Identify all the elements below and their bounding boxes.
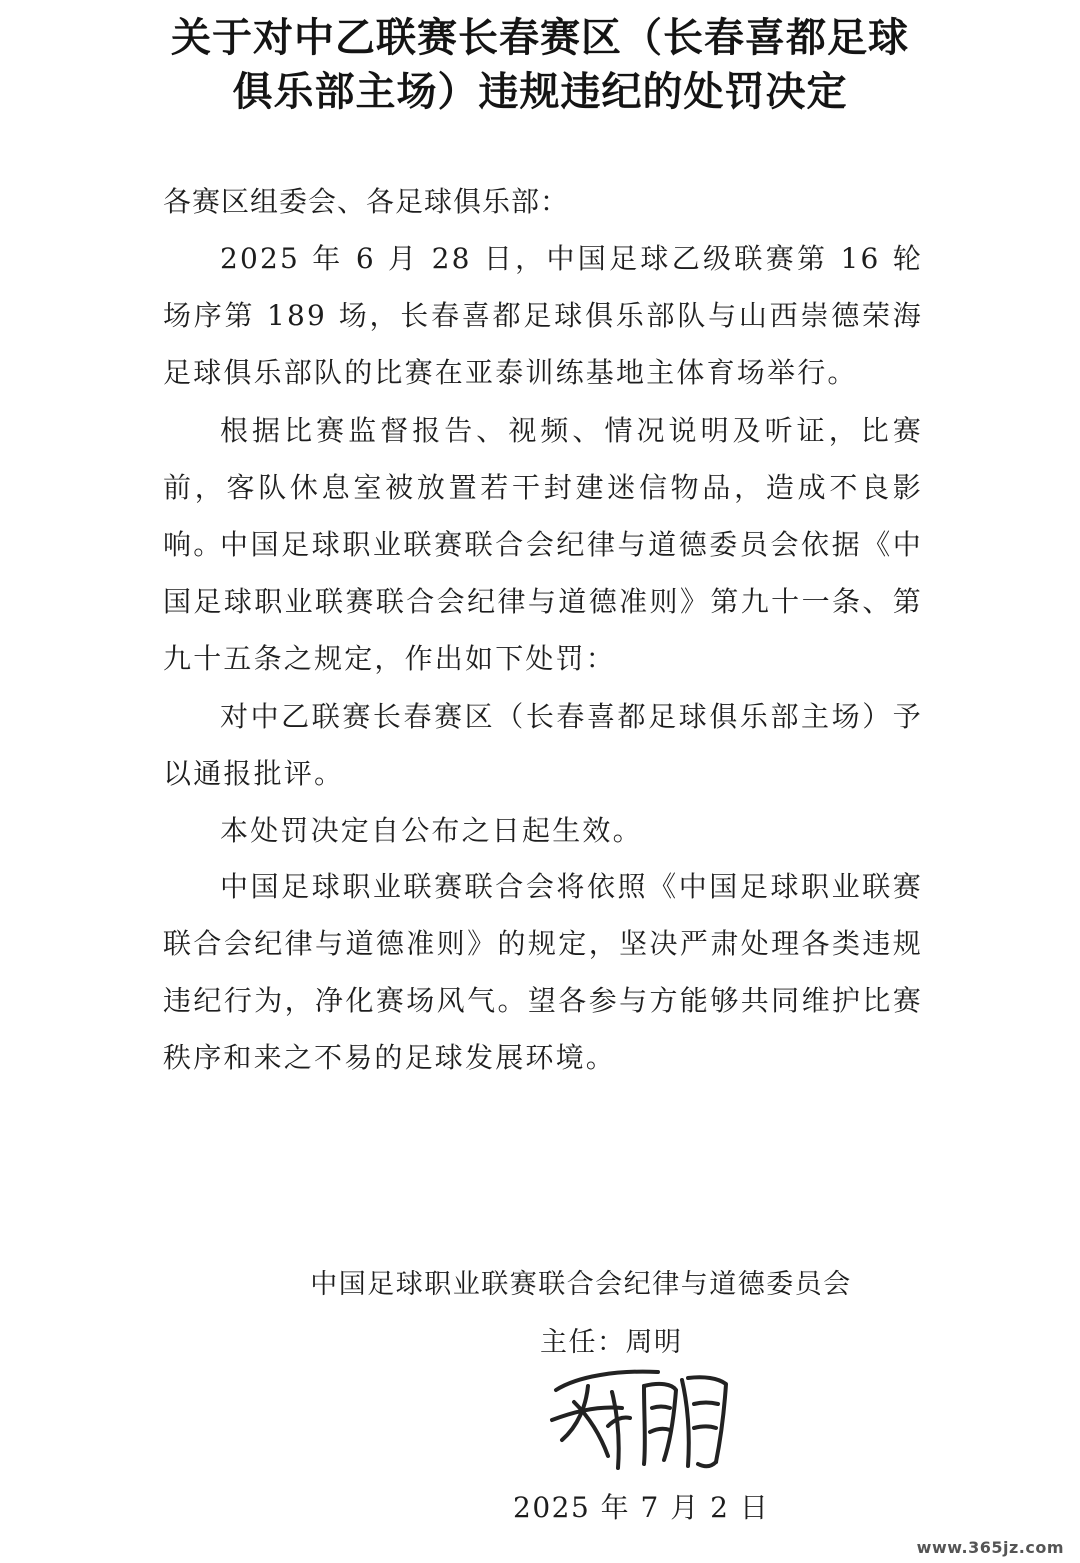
paragraph-match-info: 2025 年 6 月 28 日，中国足球乙级联赛第 16 轮场序第 189 场，长春喜都足球俱乐部队与山西崇德荣海足球俱乐部队的比赛在亚泰训练基地主体育场举行。 (163, 242, 923, 389)
paragraph-effective: 本处罚决定自公布之日起生效。 (220, 814, 643, 847)
signature-organization: 中国足球职业联赛联合会纪律与道德委员会 (310, 1269, 852, 1300)
document-date: 2025 年 7 月 2 日 (513, 1491, 770, 1524)
watermark: www.365jz.com (911, 1536, 1070, 1559)
handwritten-signature (548, 1356, 748, 1476)
document-title-line-1: 关于对中乙联赛长春赛区（长春喜都足球 (171, 15, 909, 61)
paragraph-findings: 根据比赛监督报告、视频、情况说明及听证，比赛前，客队休息室被放置若干封建迷信物品，造成不良影响。 (163, 414, 923, 561)
paragraph-legal-basis: 中国足球职业联赛联合会纪律与道德委员会依据《中国足球职业联赛联合会纪律与道德准则》第九十一条、第九十五条之规定，作出如下处罚： (163, 528, 923, 675)
salutation: 各赛区组委会、各足球俱乐部： (163, 185, 570, 218)
paragraph-penalty: 对中乙联赛长春赛区（长春喜都足球俱乐部主场）予以通报批评。 (163, 700, 923, 790)
document-title-line-2: 俱乐部主场）违规违纪的处罚决定 (232, 69, 848, 115)
signature-title: 主任：周明 (540, 1327, 683, 1358)
paragraph-statement: 中国足球职业联赛联合会将依照《中国足球职业联赛联合会纪律与道德准则》的规定，坚决严肃处理各类违规违纪行为，净化赛场风气。望各参与方能够共同维护比赛秩序和来之不易的足球发展环境。 (163, 870, 923, 1074)
